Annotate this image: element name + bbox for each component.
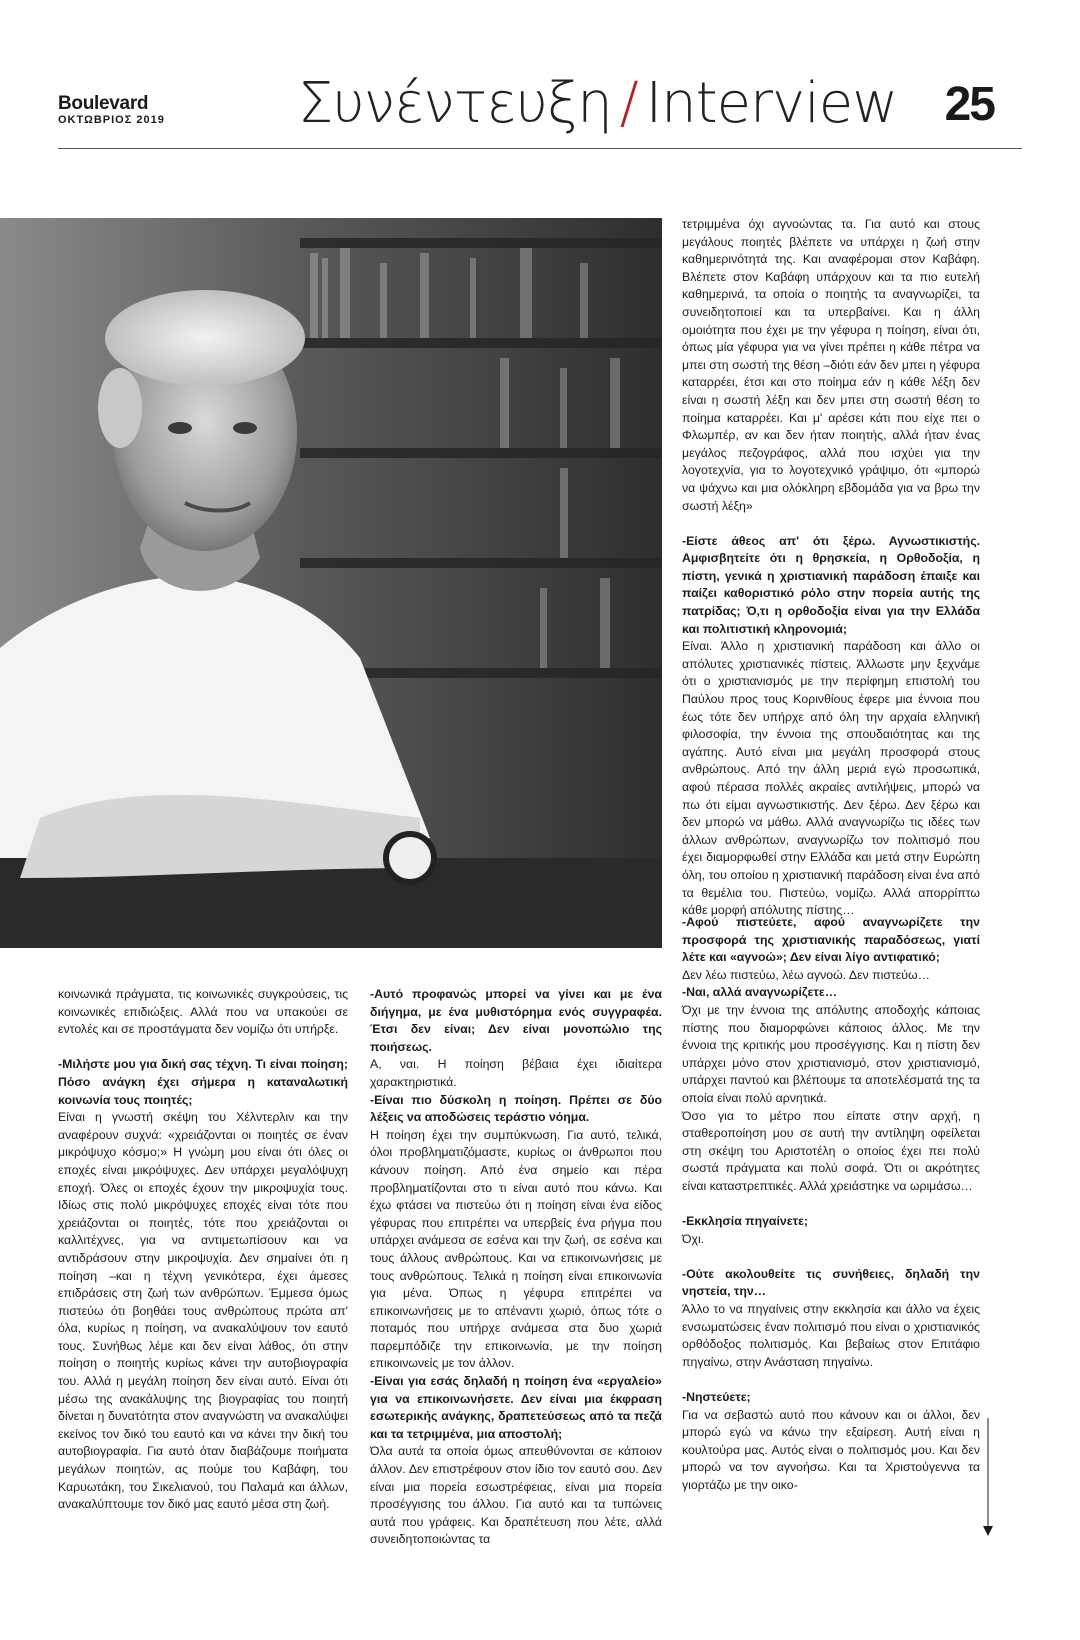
interview-question: -Ούτε ακολουθείτε τις συνήθειες, δηλαδή την νηστεία, την… xyxy=(682,1266,980,1299)
interview-answer: Άλλο το να πηγαίνεις στην εκκλησία και άλλο να έχεις ενσωματώσεις έναν πολιτισμό που είναι ο χριστιανικός ορθόδοξος πολιτισμός. Και βεβαίως στον Επιτάφιο πηγαίνω, στην Ανάσταση πηγαίνω. xyxy=(682,1302,980,1369)
arrow-down-icon xyxy=(983,1418,993,1538)
interview-question: -Νηστεύετε; xyxy=(682,1390,751,1405)
left-column xyxy=(58,986,348,1514)
section-title-english: Interview xyxy=(645,71,898,136)
brand-name: Boulevard xyxy=(58,93,149,114)
issue-date: ΟΚΤΩΒΡΙΟΣ 2019 xyxy=(58,114,165,126)
masthead xyxy=(58,94,165,127)
interview-answer: Όλα αυτά τα οποία όμως απευθύνονται σε κάποιον άλλον. Δεν επιστρέφουν στον ίδιο τον εαυτό σου. Δεν είναι μια πορεία εσωστρέφειας, είναι μια πορεία προσέγγισης του άλλου. Για αυτό και τα τυπώνεις αυτά που γράφεις. Και δραπέτευση που λέτε, αλλά συνειδητοποιώντας τα xyxy=(370,1444,662,1547)
interview-answer: Είναι. Άλλο η χριστιανική παράδοση και άλλο οι απόλυτες χριστιανικές πίστεις. Άλλωστε μην ξεχνάμε ότι ο χριστιανισμός με την περίφημη επιστολή του Παύλου προς τους Κορινθίους έφερε μια έννοια που έως τότε δεν υπήρχε από όλη την αρχαία ελληνική φιλοσοφία, την έννοια της σπουδαιότητας και της αγάπης. Αυτό είναι μια μεγάλη προσφορά στους ανθρώπους. Από την άλλη μεριά εγώ προσωπικά, αφού πέρασα πολλές ακραίες αντιλήψεις, μπορώ να πω ότι είμαι αγνωστικιστής. Δεν ξέρω. Δεν ξέρω και δεν μπορώ να μάθω. Αλλά αναγνωρίζω τις ιδέες των άλλων ανθρώπων, αναγνωρίζω τον πολιτισμό που έχει διαμορφωθεί στην Ελλάδα και μετά στην Ευρώπη όλη, του οποίου η χριστιανική παράδοση είναι ένα από τα θεμέλια του. Πιστεύω, νομίζω. Αλλά απορρίπτω κάθε μορφή απόλυτης πίστης… xyxy=(682,639,980,918)
portrait-photo xyxy=(0,218,662,948)
page-number: 25 xyxy=(944,78,994,131)
interview-answer: Η ποίηση έχει την συμπύκνωση. Για αυτό, τελικά, όλοι προβληματιζόμαστε, κυρίως οι άνθρωποι που κάνουν ποίηση. Από ένα σημείο και πέρα προβληματίζονται στο τι είναι αυτό που κάνω. Και έχω φτάσει να πιστεύω ότι η ποίηση είναι ένα είδος γέφυρας που επιτρέπει να υπερβείς ένα ρήγμα που υπάρχει ανάμεσα σε εσένα και την ζωή, σε εσένα και τους άλλους ανθρώπους. Και να επικοινωνήσεις με τους ανθρώπους. Τελικά η ποίηση είναι επικοινωνία για μένα. Όπως η γέφυρα επιτρέπει να επικοινωνήσεις με το απέναντι χωριό, όπως τότε ο ποταμός που υπήρχε ανάμεσα στα δυο χωριά παρεμπόδιζε την επικοινωνία, με την ποίηση επικοινωνείς με τον άλλον. xyxy=(370,1127,662,1371)
paragraph-gap xyxy=(58,1039,348,1057)
section-title xyxy=(298,72,897,136)
portrait-photo-art xyxy=(0,218,662,948)
paragraph-gap xyxy=(682,1371,980,1389)
interview-question: -Είναι για εσάς δηλαδή η ποίηση ένα «εργαλείο» για να επικοινωνήσετε. Δεν είναι μια έκφραση εσωτερικής ανάγκης, δραπετεύσεως από τα πεζά και τα τετριμμένα, μια αποστολή; xyxy=(370,1374,662,1441)
middle-column xyxy=(370,986,662,1549)
interview-answer: Α, ναι. Η ποίηση βέβαια έχει ιδιαίτερα χαρακτηριστικά. xyxy=(370,1057,662,1089)
interview-answer: τετριμμένα όχι αγνοώντας τα. Για αυτό και στους μεγάλους ποιητές βλέπετε να υπάρχει η ζωή στην καθημερινότητά της. Και αναφέρομαι στον Καβάφη. Βλέπετε στον Καβάφη υπάρχουν και τα πιο ευτελή καθημερινά, τα οποία ο ποιητής τα αναγνωρίζει, τα συνειδητοποιεί και τα υπερβαίνει. Και η άλλη ομοιότητα που έχει με την γέφυρα η ποίηση, είναι ότι, όπως μία γέφυρα για να γίνει πρέπει η κάθε πέτρα να μπει στη σωστή της θέση –διότι εάν δεν μπει η γέφυρα καταρρέει, έτσι και στο ποίημα εάν η κάθε λέξη δεν είναι η σωστή λέξη και δεν μπει στη σωστή θέση το ποίημα καταρρέει. Και μ' αρέσει κάτι που είχε πει ο Φλωμπέρ, αν και δεν ήταν ποιητής, αλλά ήταν ένας μεγάλος πεζογράφος, αλλά που ισχύει για την λογοτεχνία, για το λογοτεχνικό γράψιμο, ότι «μπορώ να ψάχνω και μια ολόκληρη εβδομάδα για να βρω την σωστή λέξη» xyxy=(682,217,980,513)
interview-question: -Αυτό προφανώς μπορεί να γίνει και με ένα διήγημα, με ένα μυθιστόρημα ενός συγγραφέα. Έτσι δεν είναι; Δεν είναι μονοπώλιο της ποιήσεως. xyxy=(370,987,662,1054)
interview-answer: Δεν λέω πιστεύω, λέω αγνοώ. Δεν πιστεύω… xyxy=(682,967,930,982)
interview-answer: Όχι. xyxy=(682,1231,705,1246)
interview-question: -Μιλήστε μου για δική σας τέχνη. Τι είναι ποίηση; Πόσο ανάγκη έχει σήμερα η καταναλωτική κοινωνία τους ποιητές; xyxy=(58,1057,348,1107)
right-column-bottom xyxy=(682,914,980,1495)
interview-answer: Όσο για το μέτρο που είπατε στην αρχή, η σταθεροποίηση μου σε αυτή την αντίληψη οφείλεται στη σκέψη του Αριστοτέλη ο οποίος έχει πει πολύ σωστά πράγματα και πολύ σοφά. Ότι οι ακρότητες είναι καταστρεπτικές. Αλλά χρειάστηκε να ωριμάσω… xyxy=(682,1108,980,1193)
header-rule xyxy=(58,148,1022,149)
right-column-top xyxy=(682,216,980,920)
interview-answer: Είναι η γνωστή σκέψη του Χέλντερλιν και την αναφέρουν συχνά: «χρειάζονται οι ποιητές σε έναν μικρόψυχο κόσμο;» Η γνώμη μου είναι ότι όλες οι εποχές είναι μικρόψυχες. Δεν υπάρχει μεγαλόψυχη εποχή. Όλες οι εποχές έχουν την μικροψυχία τους. Ιδίως στις πολύ μικρόψυχες εποχές είναι τότε που χρειάζονται οι ποιητές, τότε που χρειάζονται οι καλλιτέχνες, για να αντιμετωπίσουν και να αντιδράσουν στην μικροψυχία. Δεν σημαίνει ότι η ποίηση –και η τέχνη γενικότερα, έχει άμεσες επιδράσεις στη ζωή των ανθρώπων. Έμμεσα όμως πιστεύω ότι βοηθάει τους ανθρώπους πρώτα απ' όλα, κυρίως η ποίηση, να ανακαλύψουν τον εαυτό τους. Συνήθως λέμε και δεν είναι λάθος, ότι στην ποίηση ο ποιητής κυρίως κάνει την αυτοβιογραφία του. Αλλά η μεγάλη ποίηση δεν είναι αυτό. Είναι ότι μέσω της ανακάλυψης της βιογραφίας του ποιητή δίνεται η δυνατότητα στον αναγνώστη να ανακαλύψει εκείνος τον δικό του εαυτό και να κάνει την δική του αυτοβιογραφία. Για αυτό όταν διαβάζουμε ποιήματα μεγάλων ποιητών, ας πούμε του Καβάφη, του Καρυωτάκη, του Σικελιανού, του Παλαμά και άλλων, ανακαλύπτουμε τον δικό μας εαυτό μέσα στη ζωή. xyxy=(58,1110,348,1512)
interview-question: -Ναι, αλλά αναγνωρίζετε… xyxy=(682,985,838,1000)
interview-question: -Εκκλησία πηγαίνετε; xyxy=(682,1214,809,1229)
interview-question: -Είναι πιο δύσκολη η ποίηση. Πρέπει σε δύο λέξεις να αποδώσεις τεράστιο νόημα. xyxy=(370,1092,662,1125)
paragraph-gap xyxy=(682,1248,980,1266)
paragraph-gap xyxy=(682,1196,980,1214)
interview-answer: Για να σεβαστώ αυτό που κάνουν και οι άλλοι, δεν μπορώ εγώ να κάνω την εξαίρεση. Αυτή είναι η κουλτούρα μας. Αυτός είναι ο πολιτισμός μου. Και δεν μπορώ να τον αγνοήσω. Και τα Χριστούγεννα τα γιορτάζω με την οικο- xyxy=(682,1407,980,1492)
interview-answer: Όχι με την έννοια της απόλυτης αποδοχής κάποιας πίστης που διαμορφώνει κάποιος άλλος. Με την έννοια της κριτικής μου προσέγγισης. Και η πίστη δεν υπάρχει μόνο στον χριστιανισμό, στον χριστιανισμό, υπάρχει παντού και βλέπουμε τα αποτελέσματά της τα οποία είναι πολύ αρνητικά. xyxy=(682,1002,980,1105)
interview-question: -Είστε άθεος απ' ότι ξέρω. Αγνωστικιστής. Αμφισβητείτε ότι η θρησκεία, η Ορθοδοξία, η πίστη, γενικά η χριστιανική παράδοση έπαιξε και παίζει καθοριστικό ρόλο στην πορεία αυτής της πατρίδας; Ό,τι η ορθοδοξία είναι για την Ελλάδα και πολιτιστική κληρονομιά; xyxy=(682,533,980,636)
interview-answer: κοινωνικά πράγματα, τις κοινωνικές συγκρούσεις, τις κοινωνικές επιδιώξεις. Αλλά που να υπακούει σε εντολές και σε προστάγματα δεν νομίζω ότι υπήρξε. xyxy=(58,987,348,1037)
section-title-greek: Συνέντευξη xyxy=(298,71,612,136)
paragraph-gap xyxy=(682,515,980,533)
section-separator: / xyxy=(619,71,638,136)
interview-question: -Αφού πιστεύετε, αφού αναγνωρίζετε την προσφορά της χριστιανικής παραδόσεως, γιατί λέτε και «αγνοώ»; Δεν είναι λίγο αντιφατικό; xyxy=(682,915,980,965)
